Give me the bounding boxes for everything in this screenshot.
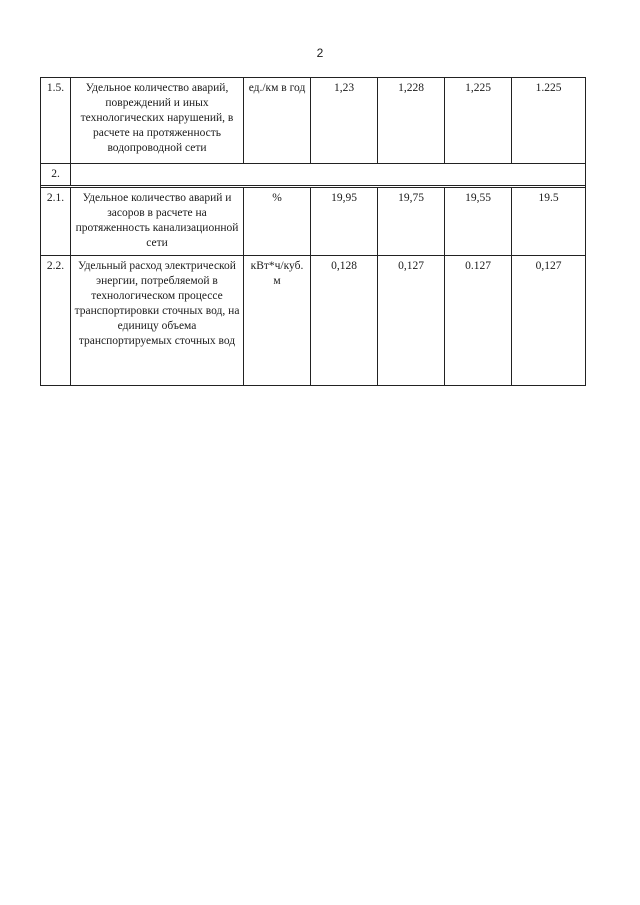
section-row (41, 164, 586, 186)
value-cell: 19,75 (378, 188, 445, 256)
value-cell: 1.225 (512, 78, 586, 164)
unit-cell: кВт*ч/куб. м (244, 256, 311, 386)
indicators-table (40, 77, 586, 386)
value-cell: 1,23 (311, 78, 378, 164)
value-cell: 1,225 (445, 78, 512, 164)
row-number: 1.5. (41, 78, 71, 164)
value-cell: 0,127 (378, 256, 445, 386)
unit-cell: ед./км в год (244, 78, 311, 164)
page-number: 2 (316, 46, 324, 60)
row-number: 2. (41, 164, 71, 186)
value-cell: 19.5 (512, 188, 586, 256)
section-title (71, 164, 586, 186)
indicator-name: Удельный расход электрической энергии, потребляемой в технологическом процессе транспортировки сточных вод, на единицу объема транспортируемых сточных вод (71, 256, 244, 386)
value-cell: 19,55 (445, 188, 512, 256)
value-cell: 0.127 (445, 256, 512, 386)
value-cell: 0,128 (311, 256, 378, 386)
indicator-name: Удельное количество аварий, повреждений и иных технологических нарушений, в расчете на протяженность водопроводной сети (71, 78, 244, 164)
row-number: 2.1. (41, 188, 71, 256)
value-cell: 19,95 (311, 188, 378, 256)
value-cell: 1,228 (378, 78, 445, 164)
table-row (41, 188, 586, 256)
unit-cell: % (244, 188, 311, 256)
table-row (41, 78, 586, 164)
table-row (41, 256, 586, 386)
indicator-name: Удельное количество аварий и засоров в расчете на протяженность канализационной сети (71, 188, 244, 256)
row-number: 2.2. (41, 256, 71, 386)
value-cell: 0,127 (512, 256, 586, 386)
